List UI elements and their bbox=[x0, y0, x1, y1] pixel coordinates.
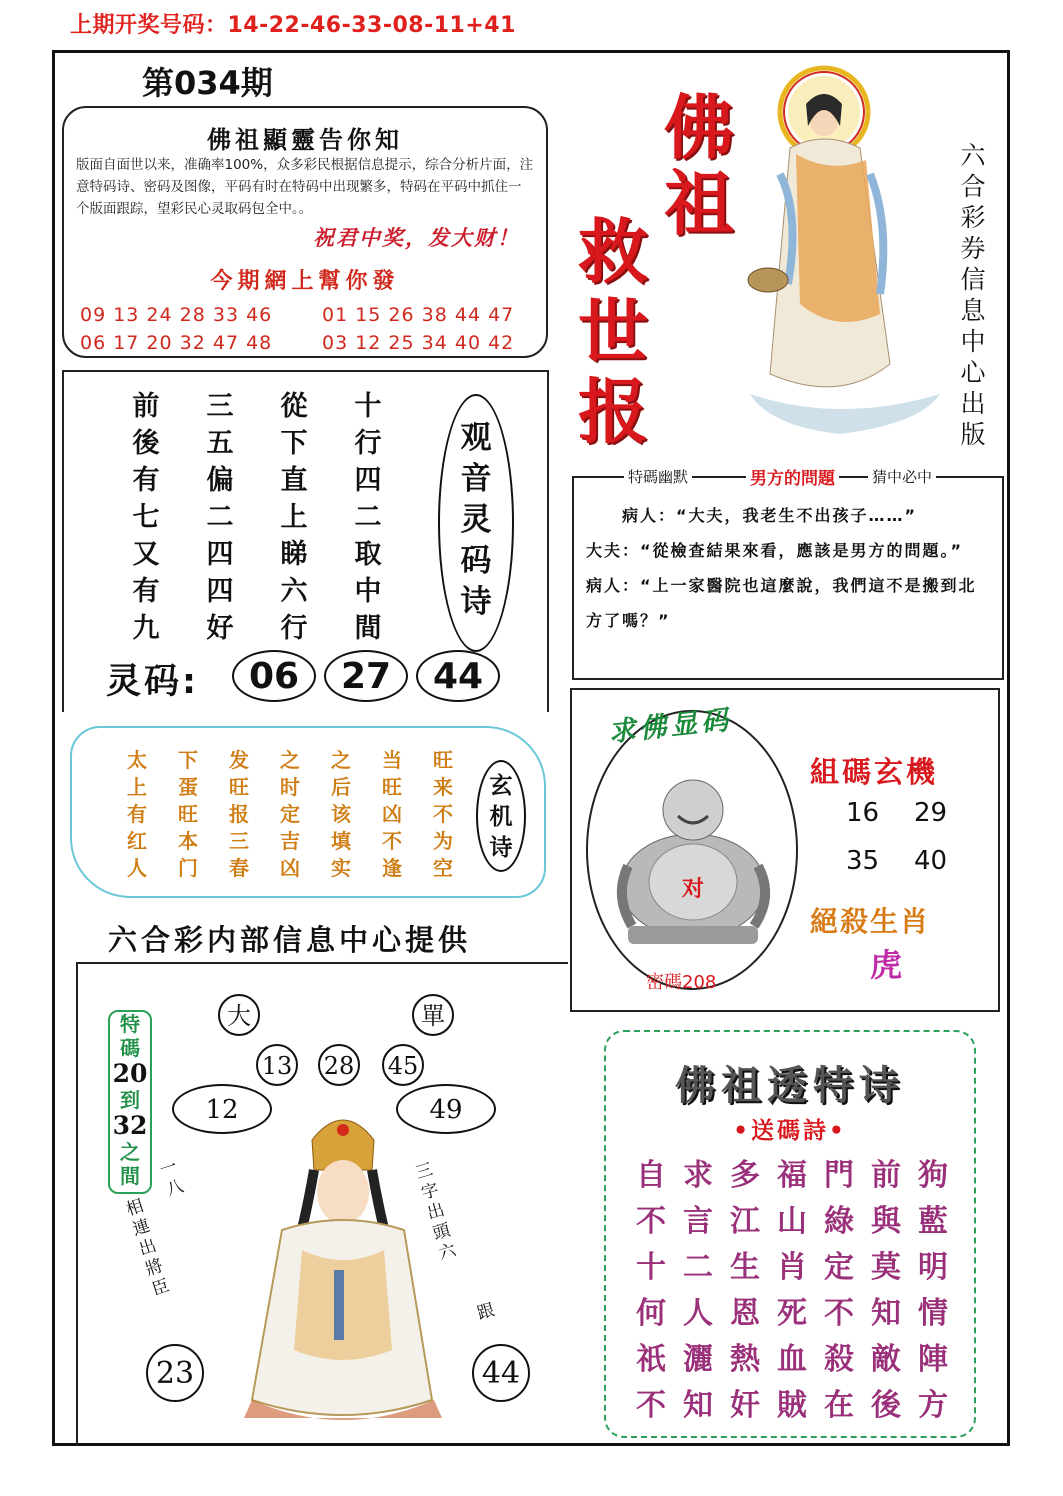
combo-number: 29 bbox=[914, 798, 948, 828]
send-poem-char: 敵 bbox=[871, 1342, 901, 1377]
belly-char: 对 bbox=[682, 877, 705, 902]
send-poem-title: 佛祖透特诗 bbox=[675, 1062, 905, 1109]
publisher-vertical: 六 合 彩 券 信 息 中 心 出 版 bbox=[960, 141, 986, 449]
right-verse: 跟 bbox=[474, 1300, 497, 1324]
xuanji-char: 太 bbox=[127, 748, 147, 772]
xuanji-char: 有 bbox=[127, 802, 147, 826]
xuanji-char: 空 bbox=[433, 856, 453, 880]
buddha-oval bbox=[586, 710, 798, 993]
send-poem-subtitle: •送碼詩• bbox=[733, 1118, 847, 1144]
tema-char: 之 bbox=[120, 1140, 140, 1164]
xuanji-char: 为 bbox=[433, 829, 453, 853]
xuanji-char: 门 bbox=[178, 856, 198, 880]
left-oval-number: 12 bbox=[172, 1084, 272, 1134]
top-number: 28 bbox=[318, 1044, 360, 1086]
big-label: 大 bbox=[218, 994, 260, 1036]
poem-char: 二 bbox=[206, 502, 234, 533]
title-char: 救 bbox=[578, 210, 648, 293]
poem-char: 下 bbox=[280, 428, 308, 459]
joke-label: 特碼幽默 bbox=[624, 466, 692, 487]
xuanji-char: 之 bbox=[280, 748, 300, 772]
right-oval-number: 49 bbox=[396, 1084, 496, 1134]
xuanji-char: 上 bbox=[127, 775, 147, 799]
joke-box bbox=[572, 468, 1004, 680]
send-poem-char: 山 bbox=[777, 1204, 807, 1239]
xuanji-char: 三 bbox=[229, 829, 249, 853]
xuanji-char: 凶 bbox=[382, 802, 402, 826]
joke-line: 大夫：“從檢查結果來看，應該是男方的問題。” bbox=[586, 541, 964, 560]
combo-number: 16 bbox=[846, 798, 880, 828]
send-poem-char: 血 bbox=[777, 1342, 807, 1377]
send-poem-char: 熱 bbox=[730, 1342, 760, 1377]
send-poem-char: 不 bbox=[636, 1204, 666, 1239]
send-poem-char: 明 bbox=[918, 1250, 948, 1285]
send-poem-char: 人 bbox=[683, 1296, 713, 1331]
poem-char: 睇 bbox=[280, 539, 308, 570]
poem-char: 直 bbox=[280, 465, 308, 496]
issue-number: 第034期 bbox=[142, 64, 273, 102]
bottom-number: 23 bbox=[146, 1344, 204, 1402]
combo-title: 組碼玄機 bbox=[810, 755, 939, 789]
poem-char: 間 bbox=[354, 613, 382, 644]
send-poem-char: 藍 bbox=[918, 1204, 948, 1239]
xuanji-char: 来 bbox=[433, 775, 453, 799]
send-poem-char: 十 bbox=[636, 1250, 666, 1285]
poem-char: 前 bbox=[132, 391, 160, 422]
tema-char: 間 bbox=[120, 1164, 140, 1188]
title-char: 世 bbox=[578, 290, 648, 373]
poem-char: 取 bbox=[354, 539, 382, 570]
number-row: 03 12 25 34 40 42 bbox=[322, 332, 515, 354]
poem-char: 有 bbox=[132, 576, 160, 607]
notice-title: 佛祖顯靈告你知 bbox=[207, 125, 403, 154]
send-poem-char: 求 bbox=[683, 1158, 713, 1193]
joke-heading: 男方的問題 bbox=[746, 464, 839, 489]
send-poem-char: 生 bbox=[730, 1250, 760, 1285]
send-poem-char: 二 bbox=[683, 1250, 713, 1285]
xuanji-char: 该 bbox=[331, 802, 351, 826]
xuanji-char: 吉 bbox=[280, 829, 300, 853]
kill-zodiac-title: 絕殺生肖 bbox=[810, 905, 931, 938]
poem-char: 三 bbox=[206, 391, 234, 422]
xuanji-char: 凶 bbox=[280, 856, 300, 880]
poem-char: 四 bbox=[206, 576, 234, 607]
send-poem-char: 肖 bbox=[777, 1250, 807, 1285]
notice-body: 版面自面世以来，准确率100%，众多彩民根据信息提示，综合分析片面，注意特码诗、密码及图像，平码有时在特码中出现繁多，特码在平码中抓住一个版面跟踪，望彩民心灵取码包全中。。 bbox=[76, 157, 534, 217]
number-row: 06 17 20 32 47 48 bbox=[80, 332, 273, 354]
send-poem-char: 方 bbox=[918, 1388, 948, 1423]
right-verse: 三 字 出 頭 六 bbox=[413, 1159, 459, 1265]
poem-side-oval bbox=[438, 394, 514, 652]
poem-char: 四 bbox=[206, 539, 234, 570]
xuanji-char: 人 bbox=[127, 856, 147, 880]
poem-char: 好 bbox=[206, 613, 234, 644]
send-poem-char: 後 bbox=[871, 1388, 901, 1423]
send-poem-char: 恩 bbox=[730, 1296, 760, 1331]
send-poem-char: 殺 bbox=[824, 1342, 854, 1377]
xuanji-char: 春 bbox=[229, 856, 249, 880]
xuanji-char: 旺 bbox=[229, 775, 249, 799]
xuanji-char: 旺 bbox=[433, 748, 453, 772]
last-draw-numbers: 上期开奖号码：14-22-46-33-08-11+41 bbox=[70, 13, 516, 38]
send-poem-char: 言 bbox=[683, 1204, 713, 1239]
send-poem-char: 陣 bbox=[918, 1342, 948, 1377]
xuanji-char: 旺 bbox=[382, 775, 402, 799]
tema-char: 特 bbox=[120, 1012, 140, 1036]
poem-char: 二 bbox=[354, 502, 382, 533]
send-poem-char: 知 bbox=[683, 1388, 713, 1423]
combo-number: 40 bbox=[914, 846, 948, 876]
poem-char: 四 bbox=[354, 465, 382, 496]
tema-from: 20 bbox=[112, 1059, 148, 1088]
poem-char: 後 bbox=[132, 428, 160, 459]
xuanji-char: 之 bbox=[331, 748, 351, 772]
poem-char: 九 bbox=[132, 613, 160, 644]
lingma-number: 06 bbox=[232, 650, 316, 702]
kill-zodiac-animal: 虎 bbox=[870, 946, 903, 984]
send-poem-char: 綠 bbox=[824, 1204, 854, 1239]
send-poem-char: 莫 bbox=[871, 1250, 901, 1285]
joke-line: 病人：“大夫，我老生不出孩子……” bbox=[586, 506, 918, 525]
lingma-number: 27 bbox=[324, 650, 408, 702]
xuanji-char: 后 bbox=[331, 775, 351, 799]
send-poem-char: 與 bbox=[871, 1204, 901, 1239]
lingma-number: 44 bbox=[416, 650, 500, 702]
single-label: 單 bbox=[412, 994, 454, 1036]
tema-char: 碼 bbox=[120, 1036, 140, 1060]
poem-char: 從 bbox=[280, 391, 308, 422]
send-poem-char: 定 bbox=[824, 1250, 854, 1285]
xuanji-char: 下 bbox=[178, 748, 198, 772]
xuanji-char: 时 bbox=[280, 775, 300, 799]
send-poem-char: 江 bbox=[730, 1204, 760, 1239]
joke-label: 猜中必中 bbox=[868, 466, 936, 487]
notice-subtitle: 今期網上幫你發 bbox=[210, 269, 400, 294]
tema-char: 到 bbox=[120, 1088, 140, 1112]
xuanji-char: 旺 bbox=[178, 802, 198, 826]
send-poem-char: 祇 bbox=[636, 1342, 666, 1377]
xuanji-char: 不 bbox=[382, 829, 402, 853]
xuanji-char: 红 bbox=[127, 829, 147, 853]
xuanji-char: 不 bbox=[433, 802, 453, 826]
title-char: 佛 bbox=[664, 86, 734, 169]
poem-side-title: 观 音 灵 码 诗 bbox=[460, 420, 492, 620]
poem-char: 中 bbox=[354, 576, 382, 607]
send-poem-char: 在 bbox=[824, 1388, 854, 1423]
send-poem-char: 不 bbox=[636, 1388, 666, 1423]
poem-char: 有 bbox=[132, 465, 160, 496]
poem-char: 七 bbox=[132, 502, 160, 533]
guanyin-figure bbox=[740, 64, 952, 440]
left-verse: 相 連 出 將 臣 bbox=[123, 1195, 172, 1301]
left-verse: 一 八 bbox=[157, 1156, 187, 1201]
send-poem-char: 何 bbox=[636, 1296, 666, 1331]
provider-line: 六合彩内部信息中心提供 bbox=[108, 923, 472, 957]
title-char: 报 bbox=[578, 370, 648, 453]
tema-range-box bbox=[108, 1010, 152, 1194]
buddha-box bbox=[570, 688, 1000, 1012]
poem-char: 十 bbox=[354, 391, 382, 422]
xuanji-char: 发 bbox=[229, 748, 249, 772]
send-poem-char: 福 bbox=[777, 1158, 807, 1193]
poem-char: 上 bbox=[280, 502, 308, 533]
xuanji-char: 报 bbox=[229, 802, 249, 826]
notice-wish: 祝君中奖，发大财！ bbox=[313, 226, 520, 250]
xuanji-side-oval bbox=[476, 760, 526, 872]
send-poem-char: 知 bbox=[871, 1296, 901, 1331]
number-row: 01 15 26 38 44 47 bbox=[322, 304, 515, 326]
send-poem-char: 門 bbox=[824, 1158, 854, 1193]
xuanji-char: 蛋 bbox=[178, 775, 198, 799]
joke-text bbox=[586, 498, 990, 638]
title-char: 祖 bbox=[664, 162, 734, 245]
joke-line: 病人：“上一家醫院也這麼說，我們這不是搬到北方了嗎？” bbox=[586, 576, 977, 630]
send-poem-char: 不 bbox=[824, 1296, 854, 1331]
tema-to: 32 bbox=[112, 1111, 148, 1140]
buddha-title: 求佛显码 bbox=[607, 704, 734, 749]
laughing-buddha-figure bbox=[608, 766, 778, 946]
send-poem-char: 情 bbox=[918, 1296, 948, 1331]
send-poem-char: 死 bbox=[777, 1296, 807, 1331]
lingma-label: 灵码: bbox=[106, 662, 199, 702]
xuanji-char: 当 bbox=[382, 748, 402, 772]
send-poem-char: 奸 bbox=[730, 1388, 760, 1423]
bottom-number: 44 bbox=[472, 1344, 530, 1402]
poem-char: 行 bbox=[280, 613, 308, 644]
send-poem-char: 灑 bbox=[683, 1342, 713, 1377]
poem-char: 六 bbox=[280, 576, 308, 607]
poem-char: 行 bbox=[354, 428, 382, 459]
notice-box bbox=[62, 106, 548, 358]
top-number: 45 bbox=[382, 1044, 424, 1086]
poem-char: 五 bbox=[206, 428, 234, 459]
send-poem-char: 自 bbox=[636, 1158, 666, 1193]
send-poem-char: 狗 bbox=[918, 1158, 948, 1193]
secret-code: 密碼208 bbox=[646, 972, 717, 993]
poem-char: 又 bbox=[132, 539, 160, 570]
number-row: 09 13 24 28 33 46 bbox=[80, 304, 273, 326]
xuanji-char: 填 bbox=[331, 829, 351, 853]
seated-guanyin-figure bbox=[222, 1100, 464, 1420]
xuanji-char: 本 bbox=[178, 829, 198, 853]
xuanji-side-title: 玄 机 诗 bbox=[489, 772, 513, 861]
send-poem-char: 賊 bbox=[777, 1388, 807, 1423]
combo-number: 35 bbox=[846, 846, 880, 876]
poem-char: 偏 bbox=[206, 465, 234, 496]
top-number: 13 bbox=[256, 1044, 298, 1086]
xuanji-char: 逢 bbox=[382, 856, 402, 880]
xuanji-char: 定 bbox=[280, 802, 300, 826]
send-poem-char: 多 bbox=[730, 1158, 760, 1193]
send-poem-char: 前 bbox=[871, 1158, 901, 1193]
xuanji-char: 实 bbox=[331, 856, 351, 880]
